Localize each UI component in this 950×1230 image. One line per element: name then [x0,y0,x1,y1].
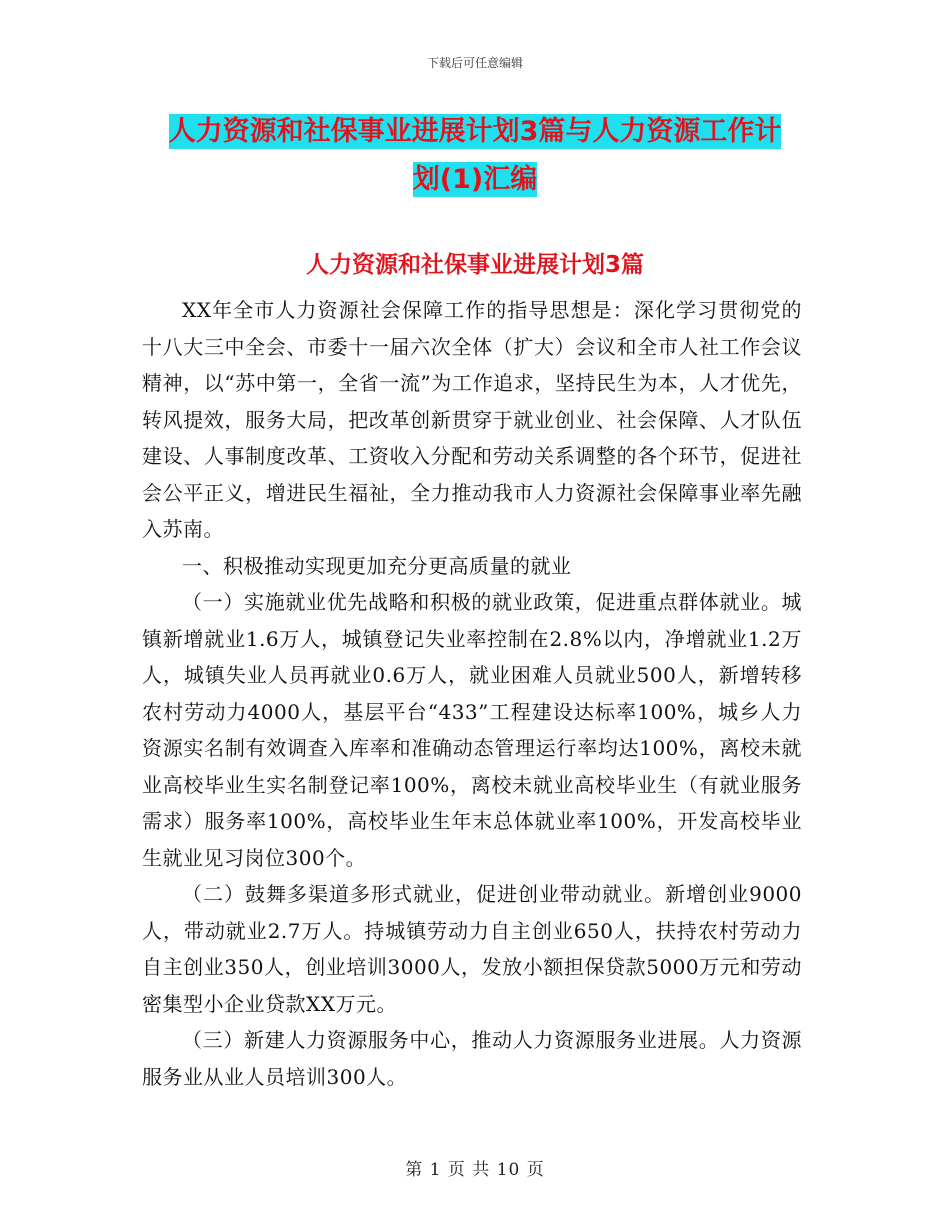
paragraph-item-3: （三）新建人力资源服务中心，推动人力资源服务业进展。人力资源服务业从业人员培训300人。 [142,1028,802,1089]
paragraph-item-1: （一）实施就业优先战略和积极的就业政策，促进重点群体就业。城镇新增就业1.6万人，城镇登记失业率控制在2.8%以内，净增就业1.2万人，城镇失业人员再就业0.6万人，就业困难人员就业500人，新增转移农村劳动力4000人，基层平台“433”工程建设达标率100%，城乡人力资源实名制有效调查入库率和准确动态管理运行率均达100%，离校未就业高校毕业生实名制登记率100%，离校未就业高校毕业生（有就业服务需求）服务率100%，高校毕业生年末总体就业率100%，开发高校毕业生就业见习岗位300个。 [142,590,802,870]
header-note: 下载后可任意编辑 [426,56,523,70]
title-line-2: 划(1)汇编 [412,164,538,195]
paragraph-item-2: （二）鼓舞多渠道多形式就业，促进创业带动就业。新增创业9000人，带动就业2.7万人。持城镇劳动力自主创业650人，扶持农村劳动力自主创业350人，创业培训3000人，发放小额担保贷款5000万元和劳动密集型小企业贷款XX万元。 [142,882,802,1016]
paragraph-intro: XX年全市人力资源社会保障工作的指导思想是：深化学习贯彻党的十八大三中全会、市委十一届六次全体（扩大）会议和全市人社工作会议精神，以“苏中第一，全省一流”为工作追求，坚持民生为本，人才优先，转风提效，服务大局，把改革创新贯穿于就业创业、社会保障、人才队伍建设、人事制度改革、工资收入分配和劳动关系调整的各个环节，促进社会公平正义，增进民生福祉，全力推动我市人力资源社会保障事业率先融入苏南。 [142,298,802,541]
document-title [0,108,950,204]
paragraph-heading-1: 一、积极推动实现更加充分更高质量的就业 [182,553,572,578]
title-line-1: 人力资源和社保事业进展计划3篇与人力资源工作计 [168,116,782,147]
body-text [142,292,802,1095]
page-number: 第 1 页 共 10 页 [405,1160,545,1180]
section-title: 人力资源和社保事业进展计划3篇 [305,252,644,278]
